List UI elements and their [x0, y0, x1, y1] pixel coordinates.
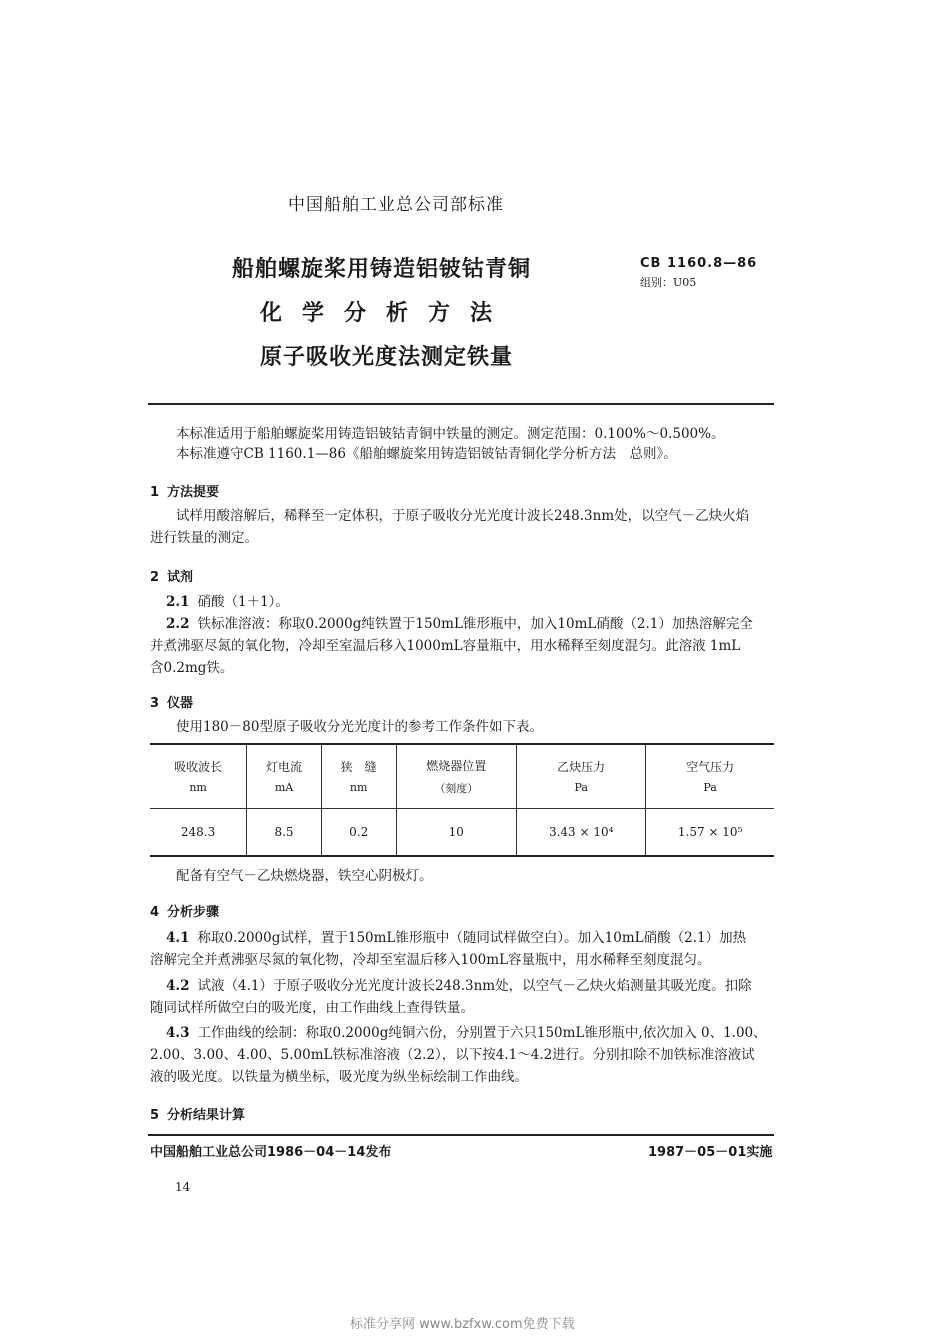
section-1-heading — [150, 481, 219, 500]
standard-code: CB 1160.8—86 — [640, 256, 758, 271]
section-3-number: 3 — [150, 696, 160, 711]
cell-acetylene-pressure: 3.43 × 10⁴ — [517, 808, 646, 856]
clause-4-2-line-1 — [166, 976, 752, 996]
header-wavelength: 吸收波长 nm — [174, 760, 223, 795]
cell-burner-position: 10 — [396, 808, 517, 856]
clause-4-2-number: 4.2 — [166, 978, 190, 994]
document-title-line-1: 船舶螺旋桨用铸造铝铍钴青铜 — [232, 257, 532, 282]
clause-2-2-number: 2.2 — [166, 616, 190, 632]
cell-air-pressure: 1.57 × 10⁵ — [646, 808, 774, 856]
table-header-row — [150, 744, 774, 808]
footer-divider — [148, 1134, 774, 1136]
issue-date: 中国船舶工业总公司1986－04－14发布 — [150, 1145, 392, 1160]
scope-paragraph: 本标准适用于船舶螺旋桨用铸造铝铍钴青铜中铁量的测定。测定范围：0.100%～0.500%。 — [176, 426, 725, 442]
issuing-organization: 中国船舶工业总公司部标准 — [288, 195, 504, 215]
cell-lamp-current: 8.5 — [247, 808, 322, 856]
instrument-intro: 使用180－80型原子吸收分光光度计的参考工作条件如下表。 — [176, 719, 543, 735]
header-air-pressure: 空气压力 Pa — [646, 744, 774, 808]
clause-2-2-line-3: 含0.2mg铁。 — [150, 660, 234, 676]
section-4-title: 分析步骤 — [167, 905, 220, 920]
clause-4-3-text: 工作曲线的绘制：称取0.2000g纯铜六份，分别置于六只150mL锥形瓶中,依次加入 0、1.00、 — [197, 1025, 767, 1041]
section-4-heading — [150, 901, 219, 920]
clause-4-1-text: 称取0.2000g试样，置于150mL锥形瓶中（随同试样做空白）。加入10mL硝酸（2.1）加热 — [197, 930, 747, 946]
section-1-number: 1 — [150, 485, 160, 500]
section-2-heading — [150, 566, 193, 585]
section-2-number: 2 — [150, 570, 160, 585]
group-label: 组别： — [640, 276, 673, 289]
section-3-title: 仪器 — [167, 696, 194, 711]
clause-4-3-line-3: 液的吸光度。以铁量为横坐标，吸光度为纵坐标绘制工作曲线。 — [150, 1069, 528, 1085]
header-lamp-current: 灯电流 mA — [247, 744, 322, 808]
clause-4-2-text: 试液（4.1）于原子吸收分光光度计波长248.3nm处，以空气－乙炔火焰测量其吸光度。扣除 — [197, 978, 752, 994]
compliance-paragraph: 本标准遵守CB 1160.1—86《船舶螺旋桨用铸造铝铍钴青铜化学分析方法 总则》。 — [176, 446, 677, 462]
section-4-number: 4 — [150, 905, 160, 920]
clause-2-1-number: 2.1 — [166, 594, 190, 610]
section-5-heading — [150, 1104, 245, 1123]
clause-4-3-number: 4.3 — [166, 1025, 190, 1041]
clause-4-3-line-2: 2.00、3.00、4.00、5.00mL铁标准溶液（2.2），以下按4.1～4.2进行。分别扣除不加铁标准溶液试 — [150, 1047, 755, 1063]
clause-4-2-line-2: 随同试样所做空白的吸光度，由工作曲线上查得铁量。 — [150, 1000, 474, 1016]
clause-2-2-text: 铁标准溶液：称取0.2000g纯铁置于150mL锥形瓶中，加入10mL硝酸（2.1）加热溶解完全 — [197, 616, 753, 632]
document-title-line-3: 原子吸收光度法测定铁量 — [260, 345, 514, 370]
section-1-text-line-1: 试样用酸溶解后，稀释至一定体积，于原子吸收分光光度计波长248.3nm处，以空气－乙炔火焰 — [176, 508, 750, 524]
instrument-conditions-table — [150, 743, 774, 857]
clause-2-1 — [166, 592, 289, 612]
group-classification — [640, 274, 696, 290]
header-acetylene-pressure: 乙炔压力 Pa — [517, 744, 646, 808]
group-value: U05 — [673, 276, 697, 289]
clause-2-1-text: 硝酸（1＋1）。 — [197, 594, 289, 610]
document-title-line-2: 化学分析方法 — [260, 301, 513, 326]
header-slit: 狭 缝 nm — [321, 744, 396, 808]
clause-2-2-line-2: 并煮沸驱尽氮的氧化物，冷却至室温后移入1000mL容量瓶中，用水稀释至刻度混匀。此溶液 1mL — [150, 638, 741, 654]
clause-4-1-number: 4.1 — [166, 930, 190, 946]
clause-4-1-line-2: 溶解完全并煮沸驱尽氮的氧化物，冷却至室温后移入100mL容量瓶中，用水稀释至刻度混匀。 — [150, 952, 711, 968]
page-number: 14 — [175, 1180, 191, 1194]
section-5-number: 5 — [150, 1108, 160, 1123]
header-divider — [148, 403, 774, 405]
cell-wavelength: 248.3 — [150, 808, 247, 856]
clause-4-1-line-1 — [166, 928, 746, 948]
section-3-heading — [150, 692, 193, 711]
section-2-title: 试剂 — [167, 570, 194, 585]
clause-2-2-line-1 — [166, 614, 753, 634]
cell-slit: 0.2 — [321, 808, 396, 856]
section-1-title: 方法提要 — [167, 485, 220, 500]
watermark-text: 标准分享网 www.bzfxw.com免费下载 — [350, 1317, 575, 1332]
equipment-note: 配备有空气－乙炔燃烧器，铁空心阴极灯。 — [176, 868, 433, 884]
effective-date: 1987－05－01实施 — [648, 1145, 773, 1160]
section-5-title: 分析结果计算 — [167, 1108, 246, 1123]
header-burner-position: 燃烧器位置 （刻度） — [396, 744, 517, 808]
table-row — [150, 808, 774, 856]
clause-4-3-line-1 — [166, 1023, 767, 1043]
section-1-text-line-2: 进行铁量的测定。 — [150, 530, 258, 546]
